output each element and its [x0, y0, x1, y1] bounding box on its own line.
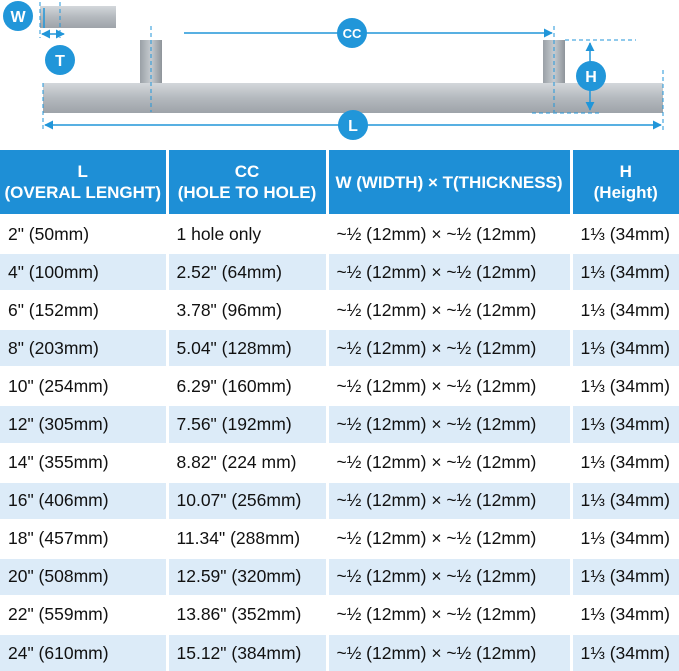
- cell-cc: 8.82" (224 mm): [167, 444, 327, 482]
- cell-length: 14" (355mm): [0, 444, 167, 482]
- cell-length: 20" (508mm): [0, 558, 167, 596]
- cell-width-thickness: ~½ (12mm) × ~½ (12mm): [327, 634, 571, 671]
- cell-width-thickness: ~½ (12mm) × ~½ (12mm): [327, 444, 571, 482]
- cell-height: 1⅓ (34mm): [571, 558, 679, 596]
- cell-length: 2" (50mm): [0, 215, 167, 253]
- cell-height: 1⅓ (34mm): [571, 215, 679, 253]
- cell-height: 1⅓ (34mm): [571, 520, 679, 558]
- cell-length: 18" (457mm): [0, 520, 167, 558]
- cc-badge: [337, 18, 367, 48]
- cell-height: 1⅓ (34mm): [571, 482, 679, 520]
- cross-section-bar: [40, 6, 116, 28]
- header-height: H (Height): [571, 150, 679, 215]
- cell-width-thickness: ~½ (12mm) × ~½ (12mm): [327, 596, 571, 634]
- table-row: [0, 215, 679, 253]
- table-row: [0, 405, 679, 443]
- w-badge-label: W: [10, 9, 26, 26]
- cell-cc: 5.04" (128mm): [167, 329, 327, 367]
- cell-length: 4" (100mm): [0, 253, 167, 291]
- cell-length: 12" (305mm): [0, 405, 167, 443]
- cell-height: 1⅓ (34mm): [571, 444, 679, 482]
- cell-width-thickness: ~½ (12mm) × ~½ (12mm): [327, 367, 571, 405]
- cell-length: 22" (559mm): [0, 596, 167, 634]
- cell-cc: 1 hole only: [167, 215, 327, 253]
- table-row: [0, 253, 679, 291]
- table-row: [0, 520, 679, 558]
- cell-width-thickness: ~½ (12mm) × ~½ (12mm): [327, 482, 571, 520]
- cell-cc: 12.59" (320mm): [167, 558, 327, 596]
- cell-cc: 2.52" (64mm): [167, 253, 327, 291]
- cell-height: 1⅓ (34mm): [571, 329, 679, 367]
- cell-width-thickness: ~½ (12mm) × ~½ (12mm): [327, 291, 571, 329]
- cell-cc: 3.78" (96mm): [167, 291, 327, 329]
- header-width-thickness: W (WIDTH) × T(THICKNESS): [327, 150, 571, 215]
- table-row: [0, 329, 679, 367]
- table-row: [0, 596, 679, 634]
- cell-length: 16" (406mm): [0, 482, 167, 520]
- cell-height: 1⅓ (34mm): [571, 253, 679, 291]
- table-row: [0, 482, 679, 520]
- handle-bar: [43, 83, 663, 113]
- w-badge: [3, 1, 33, 31]
- cell-width-thickness: ~½ (12mm) × ~½ (12mm): [327, 253, 571, 291]
- h-badge: [576, 61, 606, 91]
- header-cc: CC (HOLE TO HOLE): [167, 150, 327, 215]
- cell-length: 6" (152mm): [0, 291, 167, 329]
- l-badge: [338, 110, 368, 140]
- table-row: [0, 558, 679, 596]
- cell-length: 24" (610mm): [0, 634, 167, 671]
- cell-height: 1⅓ (34mm): [571, 634, 679, 671]
- cell-width-thickness: ~½ (12mm) × ~½ (12mm): [327, 520, 571, 558]
- cell-width-thickness: ~½ (12mm) × ~½ (12mm): [327, 405, 571, 443]
- table-row: [0, 444, 679, 482]
- cc-badge-label: CC: [342, 26, 362, 41]
- t-badge-label: T: [55, 53, 65, 70]
- table-row: [0, 367, 679, 405]
- l-badge-label: L: [348, 118, 358, 135]
- table-header-row: [0, 150, 679, 215]
- cell-height: 1⅓ (34mm): [571, 367, 679, 405]
- h-badge-label: H: [585, 69, 597, 86]
- table-row: [0, 291, 679, 329]
- table-row: [0, 634, 679, 671]
- cell-cc: 13.86" (352mm): [167, 596, 327, 634]
- cell-height: 1⅓ (34mm): [571, 596, 679, 634]
- cell-cc: 7.56" (192mm): [167, 405, 327, 443]
- handle-dimension-diagram: [0, 0, 679, 150]
- cell-cc: 6.29" (160mm): [167, 367, 327, 405]
- cell-width-thickness: ~½ (12mm) × ~½ (12mm): [327, 558, 571, 596]
- cell-cc: 11.34" (288mm): [167, 520, 327, 558]
- cell-width-thickness: ~½ (12mm) × ~½ (12mm): [327, 329, 571, 367]
- size-spec-table: [0, 150, 679, 671]
- cell-height: 1⅓ (34mm): [571, 405, 679, 443]
- header-length: L (OVERAL LENGHT): [0, 150, 167, 215]
- cell-length: 10" (254mm): [0, 367, 167, 405]
- t-badge: [45, 45, 75, 75]
- cell-cc: 15.12" (384mm): [167, 634, 327, 671]
- cell-cc: 10.07" (256mm): [167, 482, 327, 520]
- cell-length: 8" (203mm): [0, 329, 167, 367]
- cell-height: 1⅓ (34mm): [571, 291, 679, 329]
- cell-width-thickness: ~½ (12mm) × ~½ (12mm): [327, 215, 571, 253]
